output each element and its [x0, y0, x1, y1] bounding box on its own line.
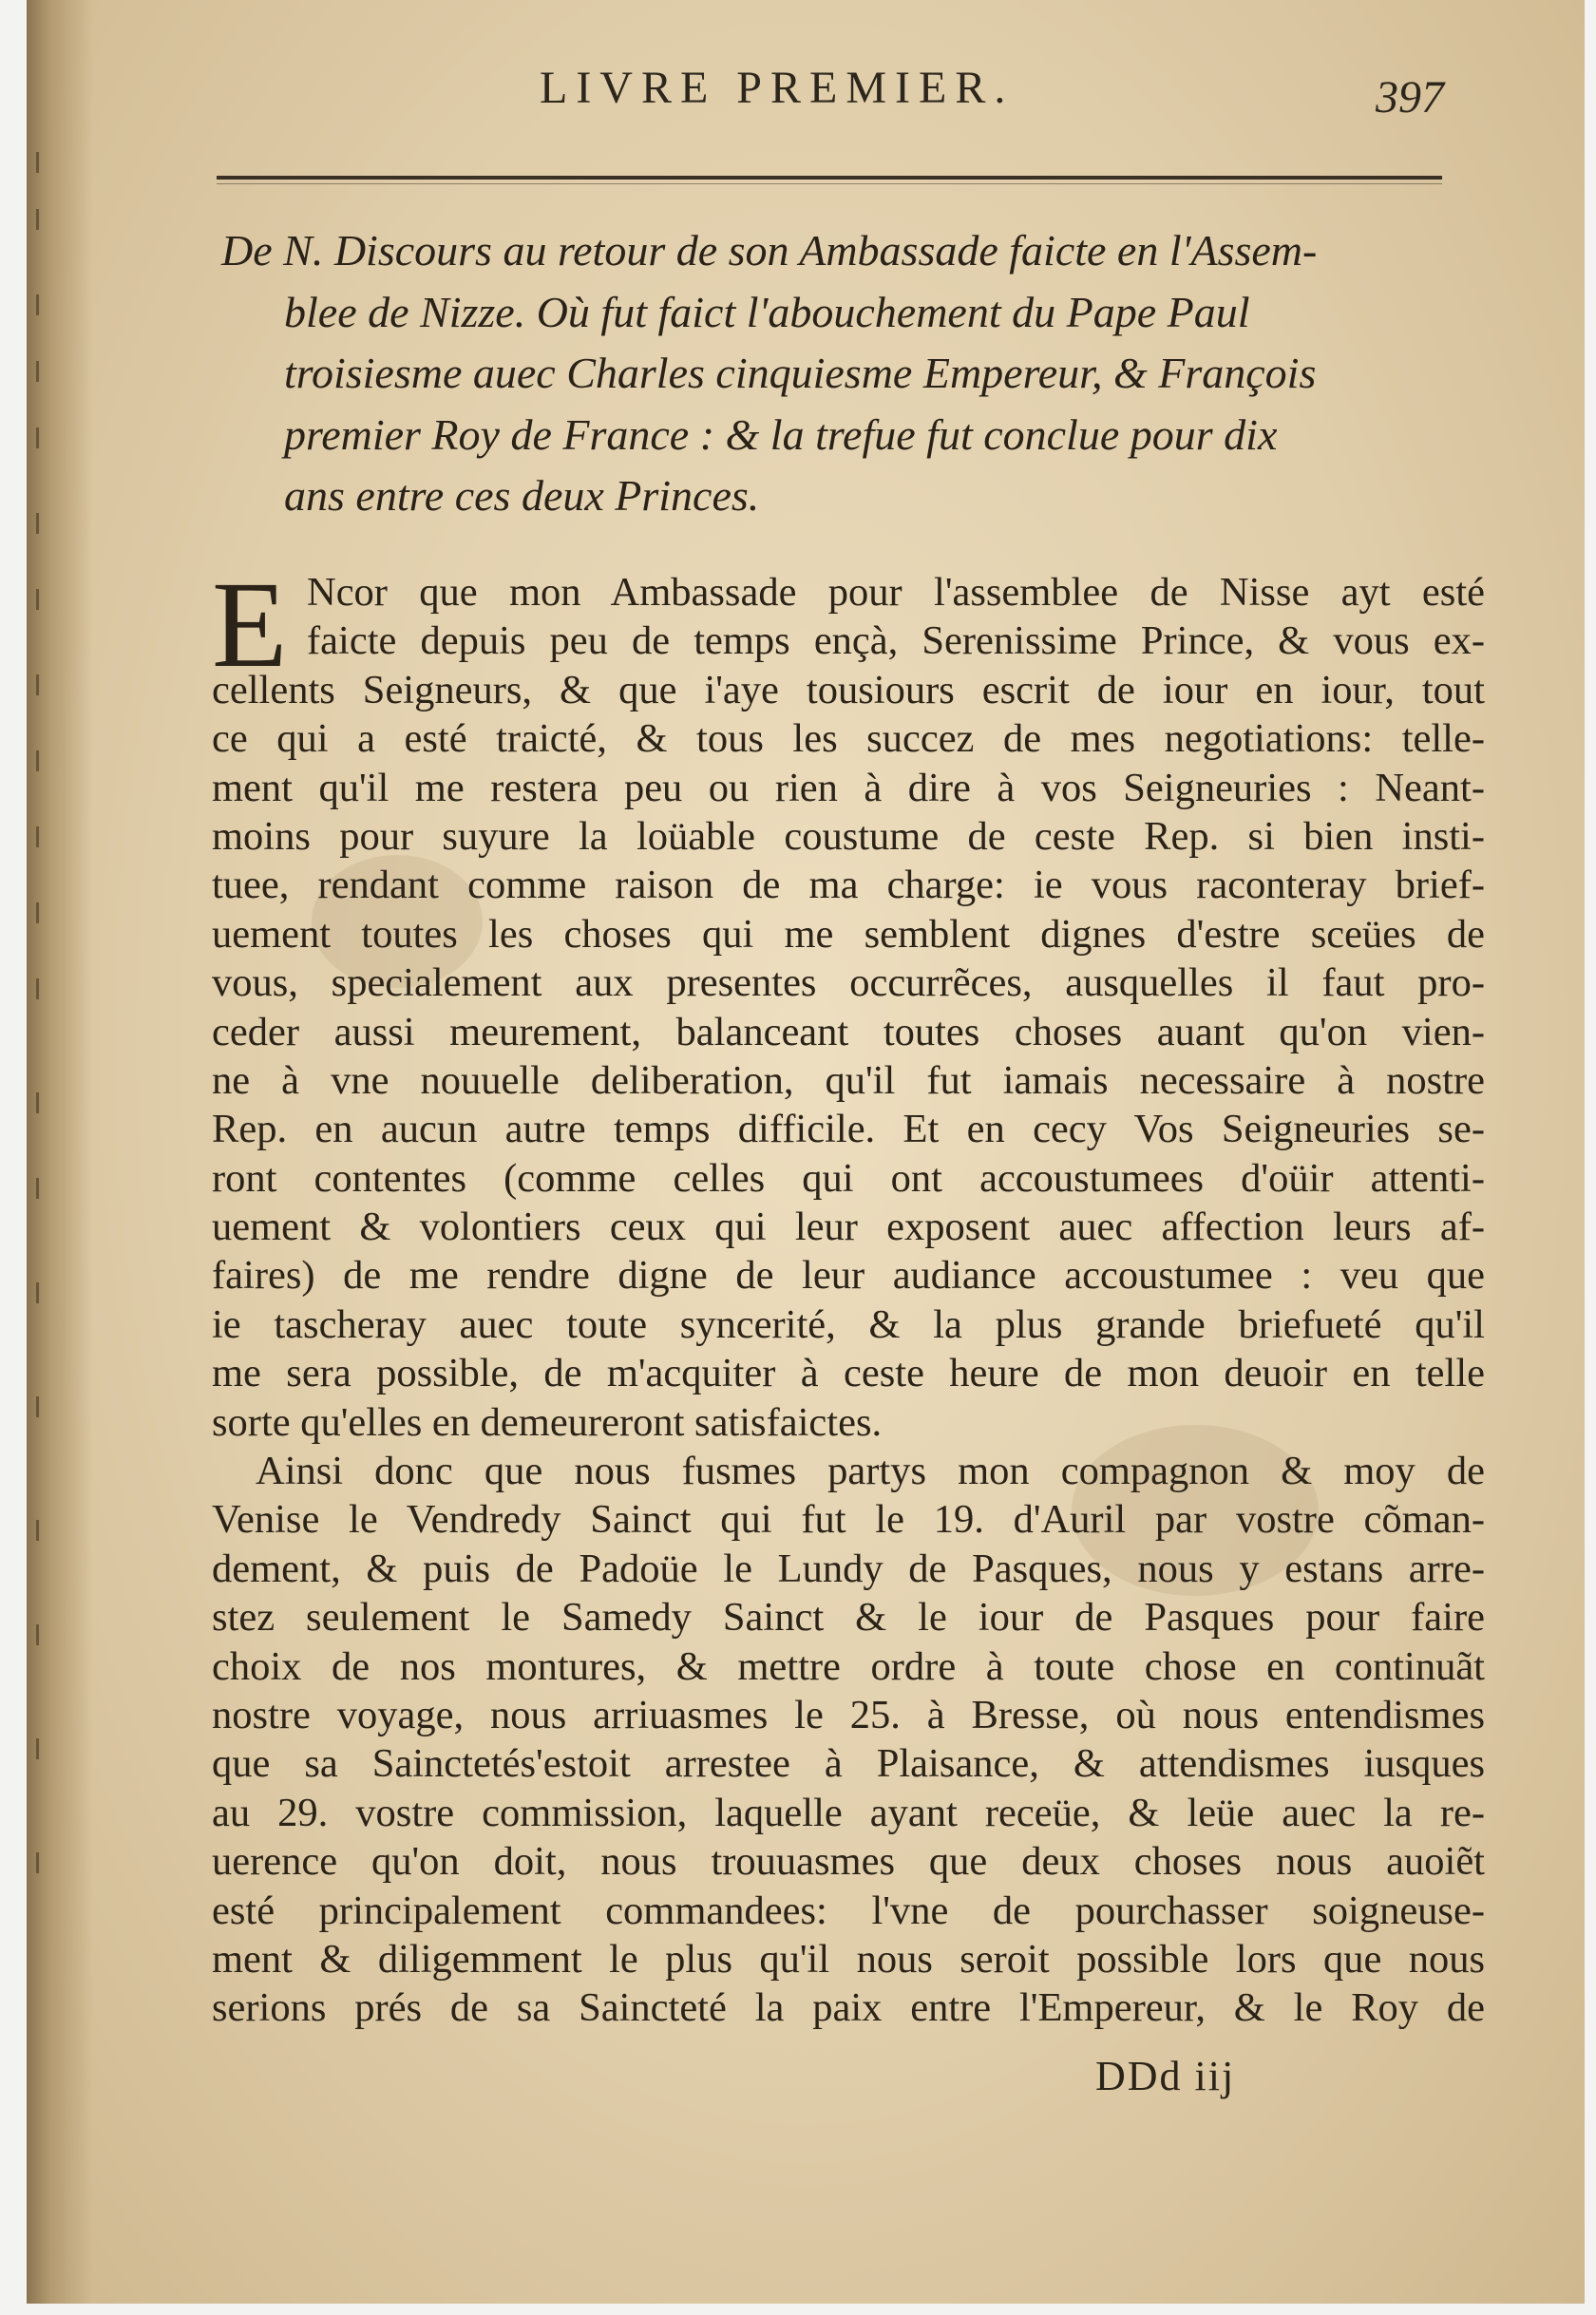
title-line: ans entre ces deux Princes. [284, 471, 760, 520]
body-line: uement toutes les choses qui me semblent dignes d'estre sceües de [212, 911, 1485, 957]
body-line: ce qui a esté traicté, & tous les succez de mes negotiations: telle- [212, 716, 1485, 762]
body-line: ront contentes (comme celles qui ont accoustumees d'oüir attenti- [212, 1155, 1485, 1201]
chapter-title [221, 220, 1456, 527]
title-line: De N. Discours au retour de son Ambassade faicte en l'Assem- [221, 226, 1318, 275]
page-header [27, 52, 1585, 123]
title-line: troisiesme auec Charles cinquiesme Empereur, & François [284, 349, 1317, 397]
body-line: que sa Sainctetés'estoit arrestee à Plaisance, & attendismes iusques [212, 1741, 1485, 1787]
title-line: blee de Nizze. Où fut faict l'abouchement du Pape Paul [284, 287, 1250, 336]
body-line: faires) de me rendre digne de leur audiance accoustumee : veu que [212, 1253, 1485, 1299]
body-line: stez seulement le Samedy Sainct & le iour de Pasques pour faire [212, 1595, 1485, 1641]
body-line: ceder aussi meurement, balanceant toutes choses auant qu'on vien- [212, 1009, 1485, 1054]
body-line: uerence qu'on doit, nous trouuasmes que deux choses nous auoiẽt [212, 1839, 1485, 1885]
body-line: dement, & puis de Padoüe le Lundy de Pasques, nous y estans arre- [212, 1546, 1485, 1591]
body-line: sorte qu'elles en demeureront satisfaictes. [212, 1399, 883, 1445]
signature-mark: DDd iij [1095, 2053, 1236, 2099]
body-line: au 29. vostre commission, laquelle ayant receüe, & leüe auec la re- [212, 1790, 1485, 1835]
body-line: cellents Seigneurs, & que i'aye tousiours escrit de iour en iour, tout [212, 667, 1485, 712]
page-number: 397 [1376, 72, 1444, 123]
body-line: me sera possible, de m'acquiter à ceste heure de mon deuoir en telle [212, 1351, 1485, 1396]
body-line: choix de nos montures, & mettre ordre à toute chose en continuãt [212, 1643, 1485, 1689]
body-line: Venise le Vendredy Sainct qui fut le 19. d'Auril par vostre cõman- [212, 1497, 1485, 1543]
body-line: vous, specialement aux presentes occurrẽces, ausquelles il faut pro- [212, 960, 1485, 1006]
header-rule [217, 176, 1442, 180]
body-line: faicte depuis peu de temps ençà, Serenissime Prince, & vous ex- [307, 618, 1485, 664]
bleed-through-marks [36, 142, 65, 1947]
body-line: Rep. en aucun autre temps difficile. Et en cecy Vos Seigneuries se- [212, 1107, 1485, 1152]
body-line: Ncor que mon Ambassade pour l'assemblee de Nisse ayt esté [307, 570, 1485, 615]
body-line: Ainsi donc que nous fusmes partys mon compagnon & moy de [256, 1449, 1485, 1494]
body-line: ne à vne nouuelle deliberation, qu'il fut iamais necessaire à nostre [212, 1057, 1485, 1103]
body-line: moins pour suyure la loüable coustume de ceste Rep. si bien insti- [212, 813, 1485, 859]
drop-cap: E [212, 557, 288, 693]
body-line: nostre voyage, nous arriuasmes le 25. à Bresse, où nous entendismes [212, 1692, 1485, 1737]
body-text [212, 557, 1485, 2033]
body-line: esté principalement commandees: l'vne de pourchasser soigneuse- [212, 1888, 1485, 1933]
body-line: serions prés de sa Saincteté la paix entre l'Empereur, & le Roy de [212, 1985, 1485, 2031]
body-line: ment & diligemment le plus qu'il nous seroit possible lors que nous [212, 1936, 1485, 1982]
running-title: LIVRE PREMIER. [540, 63, 1015, 113]
body-line: uement & volontiers ceux qui leur exposent auec affection leurs af- [212, 1205, 1485, 1250]
title-line: premier Roy de France : & la trefue fut conclue pour dix [284, 409, 1278, 459]
body-line: tuee, rendant comme raison de ma charge: ie vous raconteray brief- [212, 863, 1485, 908]
body-line: ment qu'il me restera peu ou rien à dire à vos Seigneuries : Neant- [212, 765, 1485, 810]
body-line: ie tascheray auec toute syncerité, & la plus grande briefueté qu'il [212, 1301, 1485, 1347]
header-rule-thin [217, 183, 1442, 184]
book-page [27, 0, 1585, 2304]
